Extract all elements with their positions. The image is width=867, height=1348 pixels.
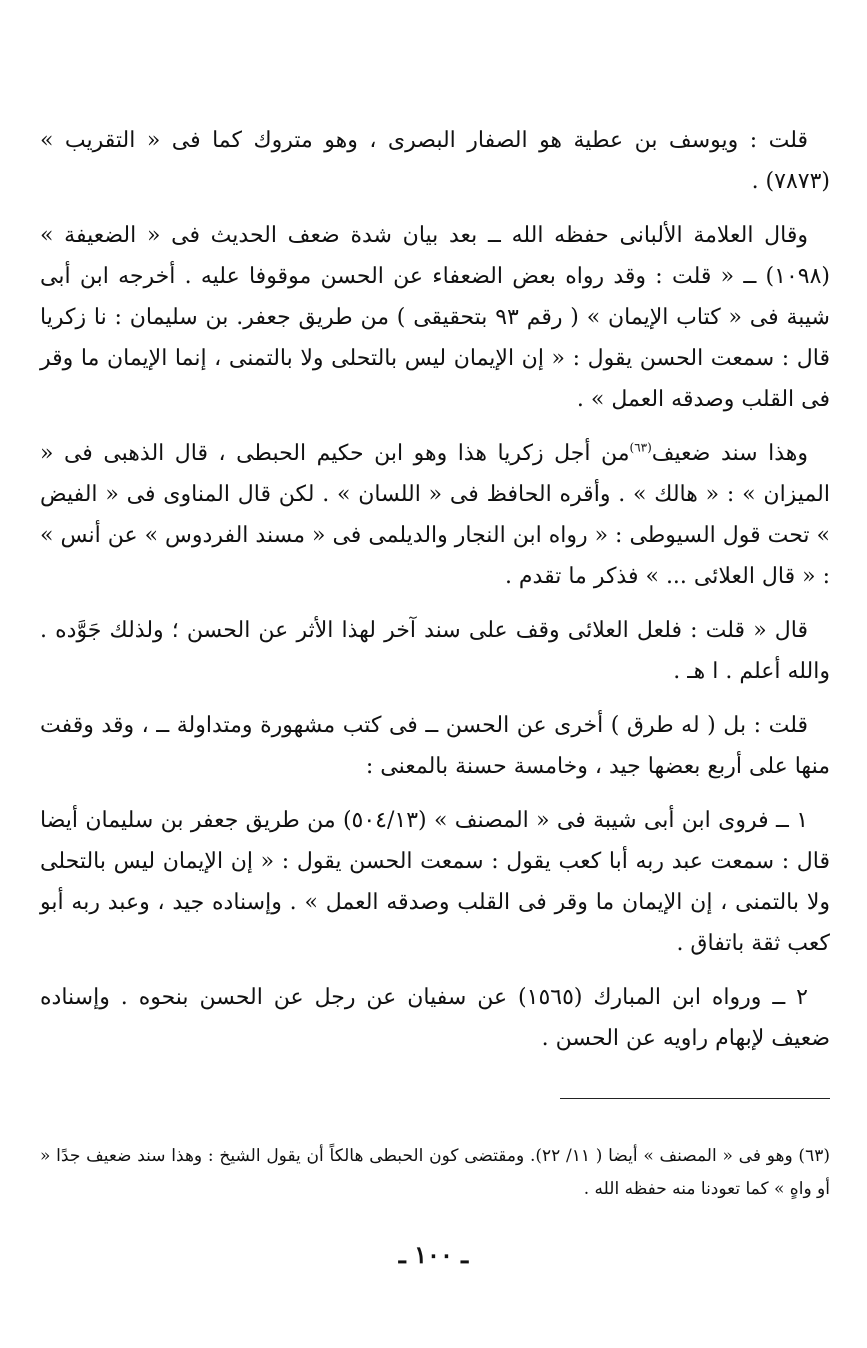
footnote-63: (٦٣) وهو فى « المصنف » أيضا ( ١١/ ٢٢). ومقتضى كون الحبطى هالكاً أن يقول الشيخ : وهذا سند ضعيف جدًا « أو واهٍ » كما تعودنا منه حفظه الله . (40, 1146, 830, 1199)
footnote-ref-63[interactable]: (٦٣) (629, 440, 652, 455)
paragraph-4: قال « قلت : فلعل العلائى وقف على سند آخر لهذا الأثر عن الحسن ؛ ولذلك جَوَّده . والله أعلم . ا هـ . (40, 618, 830, 684)
footnote-divider (560, 1098, 830, 1099)
paragraph-3-start: وهذا سند ضعيف (651, 441, 808, 466)
page-body (40, 120, 830, 1072)
paragraph-7: ٢ ــ ورواه ابن المبارك (١٥٦٥) عن سفيان عن رجل عن الحسن بنحوه . وإسناده ضعيف لإبهام راويه عن الحسن . (40, 985, 830, 1051)
paragraph-3 (40, 433, 830, 597)
paragraph-6: ١ ــ فروى ابن أبى شيبة فى « المصنف » (٥٠٤/١٣) من طريق جعفر بن سليمان أيضا قال : سمعت عبد ربه أبا كعب يقول : سمعت الحسن يقول : « إن الإيمان ليس بالتحلى ولا بالتمنى ، إن الإيمان ما وقر فى القلب وصدقه العمل » . وإسناده جيد ، وعبد ربه أبو كعب ثقة باتفاق . (40, 808, 830, 956)
paragraph-3-rest: من أجل زكريا هذا وهو ابن حكيم الحبطى ، قال الذهبى فى « الميزان » : « هالك » . وأقره الحافظ فى « اللسان » . لكن قال المناوى فى « الفيض » تحت قول السيوطى : « رواه ابن النجار والديلمى فى « مسند الفردوس » عن أنس » : « قال العلائى ... » فذكر ما تقدم . (40, 441, 830, 589)
paragraph-5: قلت : بل ( له طرق ) أخرى عن الحسن ــ فى كتب مشهورة ومتداولة ــ ، وقد وقفت منها على أربع بعضها جيد ، وخامسة حسنة بالمعنى : (40, 713, 830, 779)
paragraph-1: قلت : ويوسف بن عطية هو الصفار البصرى ، وهو متروك كما فى « التقريب » (٧٨٧٣) . (40, 128, 830, 194)
paragraph-2: وقال العلامة الألبانى حفظه الله ــ بعد بيان شدة ضعف الحديث فى « الضعيفة » (١٠٩٨) ــ « قلت : وقد رواه بعض الضعفاء عن الحسن موقوفا عليه . أخرجه ابن أبى شيبة فى « كتاب الإيمان » ( رقم ٩٣ بتحقيقى ) من طريق جعفر. بن سليمان : نا زكريا قال : سمعت الحسن يقول : « إن الإيمان ليس بالتحلى ولا بالتمنى ، إنما الإيمان ما وقر فى القلب وصدقه العمل » . (40, 223, 830, 412)
page-number: ـ ١٠٠ ـ (398, 1240, 469, 1269)
